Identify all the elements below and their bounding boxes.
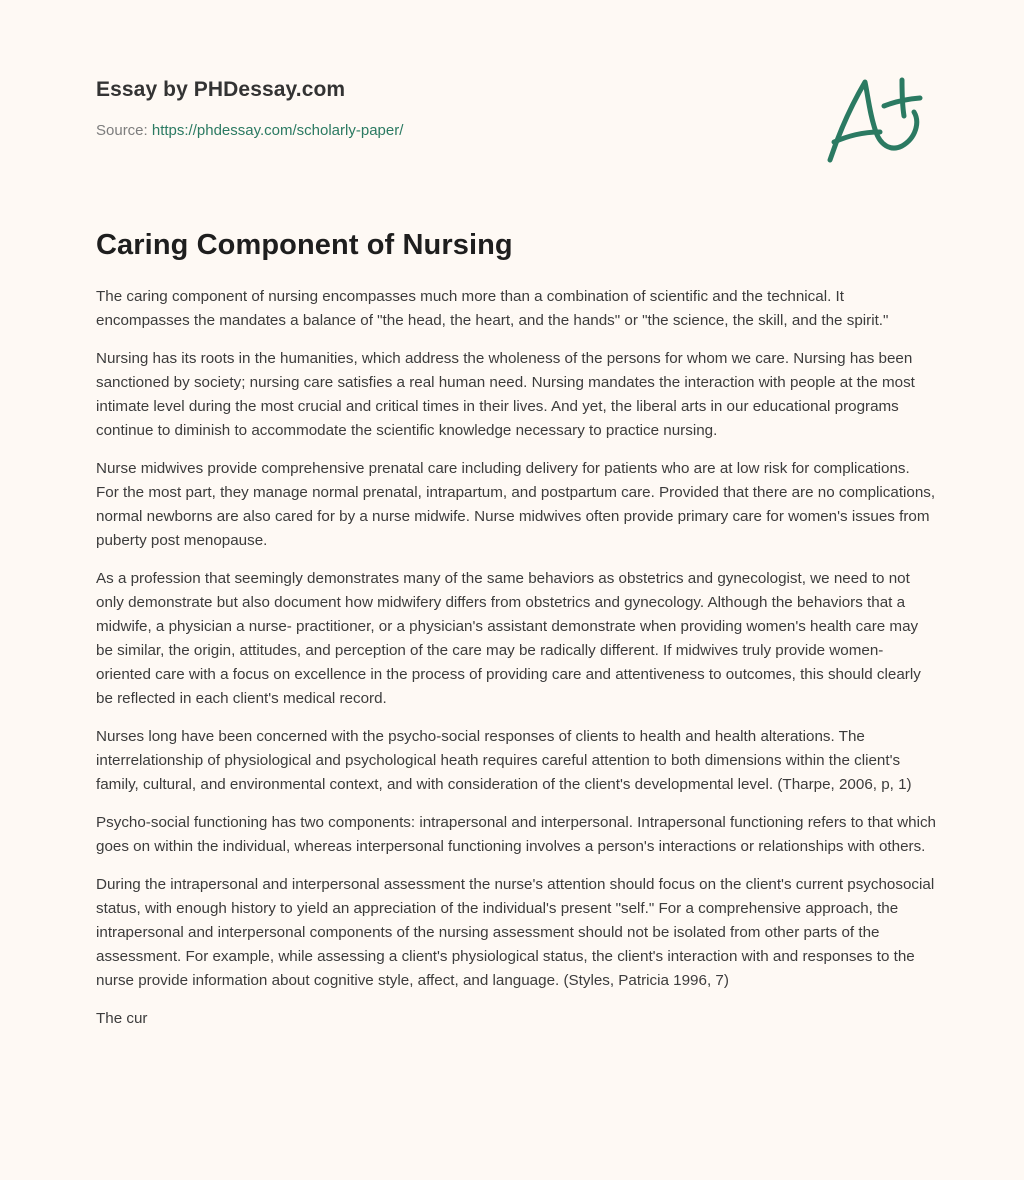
essay-paragraph: Nursing has its roots in the humanities, which address the wholeness of the persons for whom we care. Nursing has been sanctioned by society; nursing care satisfies a real human need. Nursing mandates the interaction with people at the most intimate level during the most crucial and critical times in their lives. And yet, the liberal arts in our educational programs continue to diminish to accommodate the scientific knowledge necessary to practice nursing. — [96, 350, 915, 439]
source-line — [96, 121, 936, 141]
essay-paragraph-truncated: The cur — [96, 1010, 148, 1027]
essay-paragraph: Nurses long have been concerned with the psycho-social responses of clients to health and health alterations. The interrelationship of physiological and psychological heath requires careful attention to both dimensions within the client's family, cultural, and environmental context, and with consideration of the client's developmental level. (Tharpe, 2006, p, 1) — [96, 728, 912, 793]
essay-paragraph: As a profession that seemingly demonstrates many of the same behaviors as obstetrics and gynecologist, we need to not only demonstrate but also document how midwifery differs from obstetrics and gynecology. Although the behaviors that a midwife, a physician a nurse- practitioner, or a physician's assistant demonstrate when providing women's health care may be similar, the origin, attitudes, and perception of the care may be radically different. If midwives truly provide women- oriented care with a focus on excellence in the process of providing care and attentiveness to outcomes, this should clearly be reflected in each client's medical record. — [96, 570, 921, 707]
a-plus-grade-icon — [820, 66, 930, 166]
essay-paragraph: During the intrapersonal and interpersonal assessment the nurse's attention should focus on the client's current psychosocial status, with enough history to yield an appreciation of the individual's present "self." For a comprehensive approach, the intrapersonal and interpersonal components of the nursing assessment should not be isolated from other parts of the assessment. For example, while assessing a client's physiological status, the client's interaction with and responses to the nurse provide information about cognitive style, affect, and language. (Styles, Patricia 1996, 7) — [96, 876, 935, 989]
essay-header — [96, 76, 936, 141]
site-brand: Essay by PHDessay.com — [96, 78, 346, 101]
essay-paragraph: Psycho-social functioning has two components: intrapersonal and interpersonal. Intrapersonal functioning refers to that which goes on within the individual, whereas interpersonal functioning involves a person's interactions or relationships with others. — [96, 814, 937, 855]
source-link[interactable]: https://phdessay.com/scholarly-paper/ — [151, 122, 404, 139]
source-label: Source: — [96, 122, 148, 139]
essay-paragraph: The caring component of nursing encompasses much more than a combination of scientific and the technical. It encompasses the mandates a balance of "the head, the heart, and the hands" or "the science, the skill, and the spirit." — [96, 288, 889, 329]
essay-title: Caring Component of Nursing — [96, 229, 513, 261]
essay-body — [96, 285, 936, 1045]
essay-paragraph: Nurse midwives provide comprehensive prenatal care including delivery for patients who are at low risk for complications. For the most part, they manage normal prenatal, intrapartum, and postpartum care. Provided that there are no complications, normal newborns are also cared for by a nurse midwife. Nurse midwives often provide primary care for women's issues from puberty post menopause. — [96, 460, 936, 549]
